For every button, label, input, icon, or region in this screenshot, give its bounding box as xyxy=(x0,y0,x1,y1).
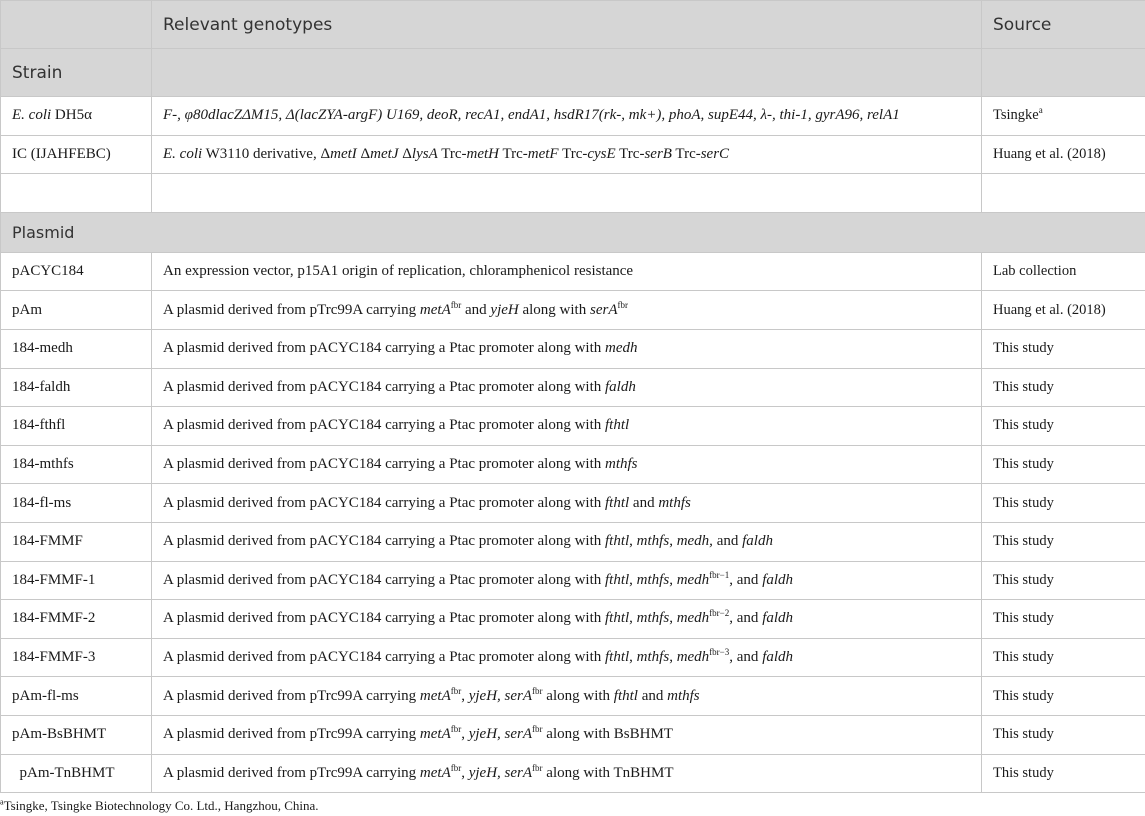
italic-text: metA xyxy=(419,764,451,781)
italic-text: metH xyxy=(466,145,499,162)
text-run: Tsingke, Tsingke Biotechnology Co. Ltd., Hangzhou, China. xyxy=(3,798,319,813)
italic-text: faldh xyxy=(742,533,773,550)
text-run: W3110 derivative, Δ xyxy=(202,145,331,162)
source-cell xyxy=(982,445,1145,484)
text-run: 184-faldh xyxy=(12,378,71,395)
superscript: fbr xyxy=(450,299,462,310)
superscript: fbr xyxy=(617,299,628,310)
italic-text: fthtl xyxy=(605,571,630,588)
text-run: A plasmid derived from pTrc99A carrying xyxy=(163,726,420,743)
text-run: Trc- xyxy=(615,145,645,162)
italic-text: cysE xyxy=(587,145,616,162)
italic-text: medh xyxy=(676,649,710,666)
plasmid-row xyxy=(1,677,1145,716)
source-cell xyxy=(982,252,1145,291)
text-run: An expression vector, p15A1 origin of replication, chloramphenicol resistance xyxy=(163,263,634,280)
text-run: This study xyxy=(993,649,1054,666)
text-run: A plasmid derived from pACYC184 carrying a Ptac promoter along with xyxy=(163,378,605,395)
italic-text: metA xyxy=(419,301,451,318)
italic-text: yjeH, serA xyxy=(468,764,533,781)
italic-text: fthtl xyxy=(605,533,630,550)
source-cell xyxy=(982,407,1145,446)
text-run: Trc- xyxy=(558,145,588,162)
text-run: , xyxy=(669,649,677,666)
text-run: A plasmid derived from pACYC184 carrying a Ptac promoter along with xyxy=(163,533,605,550)
genotype-cell xyxy=(152,638,982,677)
text-run: , xyxy=(461,687,469,704)
text-run: This study xyxy=(993,378,1054,395)
italic-text: fthtl xyxy=(605,649,630,666)
superscript: fbr−2 xyxy=(709,608,730,619)
italic-text: yjeH, serA xyxy=(468,726,533,743)
source-cell xyxy=(982,715,1145,754)
text-run: , xyxy=(669,571,677,588)
text-run: and xyxy=(637,687,668,704)
italic-text: medh xyxy=(676,610,710,627)
text-run: 184-FMMF-2 xyxy=(12,610,96,627)
plasmid-row xyxy=(1,252,1145,291)
text-run: A plasmid derived from pACYC184 carrying a Ptac promoter along with xyxy=(163,571,605,588)
genotype-cell xyxy=(152,677,982,716)
strain-row xyxy=(1,174,1145,213)
source-cell xyxy=(982,368,1145,407)
header-row-bottom xyxy=(1,49,1145,97)
italic-text: mthfs xyxy=(658,494,691,511)
text-run: , and xyxy=(729,649,763,666)
italic-text: faldh xyxy=(762,571,794,588)
text-run: This study xyxy=(993,533,1054,550)
text-run: A plasmid derived from pACYC184 carrying a Ptac promoter along with xyxy=(163,494,605,511)
strain-name-cell xyxy=(1,135,152,174)
italic-text: metF xyxy=(527,145,559,162)
source-cell xyxy=(982,638,1145,677)
text-run: and xyxy=(461,301,491,318)
header-genotypes-bottom xyxy=(152,49,982,97)
italic-text: serA xyxy=(589,301,618,318)
header-source-bottom xyxy=(982,49,1145,97)
strain-name-cell xyxy=(1,638,152,677)
text-run: A plasmid derived from pTrc99A carrying xyxy=(163,687,420,704)
text-run: , xyxy=(629,610,637,627)
source-cell xyxy=(982,600,1145,639)
italic-text: E. coli xyxy=(12,107,52,124)
text-run: pACYC184 xyxy=(12,263,84,280)
strain-name-cell xyxy=(1,407,152,446)
text-run: DH5α xyxy=(51,107,92,124)
superscript: fbr xyxy=(450,685,462,696)
text-run: and xyxy=(712,533,743,550)
text-run: This study xyxy=(993,571,1054,588)
text-run: Trc- xyxy=(499,145,528,162)
text-run: 184-FMMF-1 xyxy=(12,571,96,588)
text-run: Trc- xyxy=(671,145,701,162)
source-cell xyxy=(982,97,1145,136)
italic-text: E. coli xyxy=(163,145,203,162)
text-run: 184-FMMF-3 xyxy=(12,649,96,666)
italic-text: mthfs xyxy=(605,456,638,473)
italic-text: mthfs xyxy=(636,571,670,588)
plasmid-row xyxy=(1,368,1145,407)
source-cell xyxy=(982,484,1145,523)
genotype-cell xyxy=(152,600,982,639)
text-run: 184-FMMF xyxy=(12,533,83,550)
genotype-cell xyxy=(152,754,982,793)
text-run: along with BsBHMT xyxy=(542,726,673,743)
strain-name-cell xyxy=(1,291,152,330)
italic-text: F-, φ80dlacZΔM15, Δ(lacZYA-argF) U169, deoR, recA1, endA1, hsdR17(rk-, mk+), phoA, supE44, λ-, thi-1, gyrA96, relA1 xyxy=(163,107,900,124)
strain-row xyxy=(1,97,1145,136)
genotype-cell xyxy=(152,522,982,561)
genotype-cell xyxy=(152,445,982,484)
source-cell xyxy=(982,174,1145,213)
source-cell xyxy=(982,561,1145,600)
strain-name-cell xyxy=(1,677,152,716)
text-run: A plasmid derived from pTrc99A carrying xyxy=(163,301,420,318)
italic-text: fthtl xyxy=(613,687,638,704)
text-run: A plasmid derived from pACYC184 carrying a Ptac promoter along with xyxy=(163,340,605,357)
text-run: along with xyxy=(542,687,614,704)
italic-text: lysA xyxy=(411,145,438,162)
text-run: , and xyxy=(729,571,763,588)
strain-name-cell xyxy=(1,368,152,407)
superscript: fbr−1 xyxy=(709,569,730,580)
text-run: 184-fl-ms xyxy=(12,494,72,511)
plasmid-row xyxy=(1,484,1145,523)
italic-text: metJ xyxy=(370,145,399,162)
italic-text: serC xyxy=(700,145,730,162)
text-run: , xyxy=(629,533,637,550)
text-run: IC (IJAHFEBC) xyxy=(12,145,111,162)
plasmid-row xyxy=(1,445,1145,484)
italic-text: mthfs xyxy=(636,533,670,550)
italic-text: metA xyxy=(419,726,451,743)
italic-text: faldh xyxy=(605,378,636,395)
text-run: Huang et al. (2018) xyxy=(993,301,1106,318)
italic-text: serB xyxy=(644,145,672,162)
italic-text: yjeH xyxy=(490,301,519,318)
superscript: fbr xyxy=(450,762,462,773)
text-run: This study xyxy=(993,494,1054,511)
text-run: , xyxy=(629,571,637,588)
genotype-cell xyxy=(152,329,982,368)
text-run: This study xyxy=(993,610,1054,627)
genotype-cell xyxy=(152,174,982,213)
italic-text: mthfs xyxy=(636,610,670,627)
superscript: fbr xyxy=(532,724,543,735)
text-run: A plasmid derived from pACYC184 carrying a Ptac promoter along with xyxy=(163,649,605,666)
italic-text: mthfs xyxy=(667,687,700,704)
plasmid-row xyxy=(1,522,1145,561)
source-cell xyxy=(982,677,1145,716)
italic-text: metA xyxy=(419,687,451,704)
genotype-cell xyxy=(152,291,982,330)
text-run: Trc- xyxy=(437,145,467,162)
superscript: a xyxy=(1038,105,1043,116)
header-strain: Strain xyxy=(1,49,152,97)
italic-text: fthtl xyxy=(605,494,630,511)
plasmid-row xyxy=(1,329,1145,368)
superscript: fbr−3 xyxy=(709,647,730,658)
plasmid-row xyxy=(1,600,1145,639)
text-run: 184-mthfs xyxy=(12,456,74,473)
genotype-cell xyxy=(152,484,982,523)
italic-text: medh xyxy=(676,571,710,588)
table-footnote xyxy=(0,798,319,814)
strain-name-cell xyxy=(1,600,152,639)
text-run: , xyxy=(629,649,637,666)
source-cell xyxy=(982,329,1145,368)
superscript: a xyxy=(0,797,4,807)
text-run: Huang et al. (2018) xyxy=(993,145,1106,162)
strain-name-cell xyxy=(1,715,152,754)
text-run: 184-fthfl xyxy=(12,417,66,434)
text-run: A plasmid derived from pACYC184 carrying a Ptac promoter along with xyxy=(163,456,605,473)
strain-name-cell xyxy=(1,484,152,523)
plasmid-section-row xyxy=(1,212,1145,252)
text-run: A plasmid derived from pTrc99A carrying xyxy=(163,764,420,781)
text-run: This study xyxy=(993,417,1054,434)
text-run: , xyxy=(669,610,677,627)
text-run: , xyxy=(461,764,469,781)
plasmid-section-label: Plasmid xyxy=(1,212,1145,252)
text-run: and xyxy=(629,494,659,511)
text-run: , and xyxy=(729,610,763,627)
strain-name-cell xyxy=(1,174,152,213)
italic-text: metI xyxy=(330,145,357,162)
strain-row xyxy=(1,135,1145,174)
text-run: 184-medh xyxy=(12,340,73,357)
source-cell xyxy=(982,522,1145,561)
italic-text: fthtl xyxy=(605,610,630,627)
text-run: Tsingke xyxy=(993,107,1039,124)
text-run: Lab collection xyxy=(993,263,1077,280)
text-run: This study xyxy=(993,726,1054,743)
genotype-cell xyxy=(152,97,982,136)
source-cell xyxy=(982,754,1145,793)
strain-name-cell xyxy=(1,252,152,291)
text-run: along with xyxy=(518,301,590,318)
plasmid-row xyxy=(1,407,1145,446)
superscript: fbr xyxy=(532,685,543,696)
text-run: , xyxy=(461,726,469,743)
text-run: pAm xyxy=(12,301,42,318)
genotype-cell xyxy=(152,368,982,407)
header-source: Source xyxy=(982,1,1145,49)
italic-text: yjeH, serA xyxy=(468,687,533,704)
plasmid-row xyxy=(1,754,1145,793)
text-run: along with TnBHMT xyxy=(542,764,674,781)
strain-name-cell xyxy=(1,561,152,600)
plasmid-row xyxy=(1,561,1145,600)
genotype-cell xyxy=(152,135,982,174)
text-run: This study xyxy=(993,456,1054,473)
source-cell xyxy=(982,135,1145,174)
italic-text: fthtl xyxy=(605,417,630,434)
strain-name-cell xyxy=(1,97,152,136)
text-run: A plasmid derived from pACYC184 carrying a Ptac promoter along with xyxy=(163,610,605,627)
italic-text: mthfs xyxy=(636,649,670,666)
strain-name-cell xyxy=(1,522,152,561)
header-genotypes: Relevant genotypes xyxy=(152,1,982,49)
text-run: A plasmid derived from pACYC184 carrying a Ptac promoter along with xyxy=(163,417,605,434)
header-row-top xyxy=(1,1,1145,49)
strain-name-cell xyxy=(1,754,152,793)
text-run: pAm-BsBHMT xyxy=(12,726,107,743)
plasmid-row xyxy=(1,638,1145,677)
text-run: Δ xyxy=(398,145,412,162)
text-run: Δ xyxy=(356,145,371,162)
superscript: fbr xyxy=(532,762,543,773)
italic-text: medh, xyxy=(676,533,713,550)
superscript: fbr xyxy=(450,724,462,735)
text-run: This study xyxy=(993,687,1054,704)
strain-name-cell xyxy=(1,329,152,368)
text-run: pAm-TnBHMT xyxy=(12,764,115,781)
genotype-cell xyxy=(152,252,982,291)
italic-text: medh xyxy=(605,340,638,357)
italic-text: faldh xyxy=(762,610,794,627)
source-cell xyxy=(982,291,1145,330)
strain-name-cell xyxy=(1,445,152,484)
text-run: This study xyxy=(993,764,1054,781)
header-strain-top xyxy=(1,1,152,49)
plasmid-row xyxy=(1,715,1145,754)
text-run: pAm-fl-ms xyxy=(12,687,79,704)
text-run: This study xyxy=(993,340,1054,357)
text-run: , xyxy=(669,533,677,550)
genotype-cell xyxy=(152,561,982,600)
italic-text: faldh xyxy=(762,649,794,666)
plasmid-row xyxy=(1,291,1145,330)
genotype-cell xyxy=(152,715,982,754)
genotype-cell xyxy=(152,407,982,446)
